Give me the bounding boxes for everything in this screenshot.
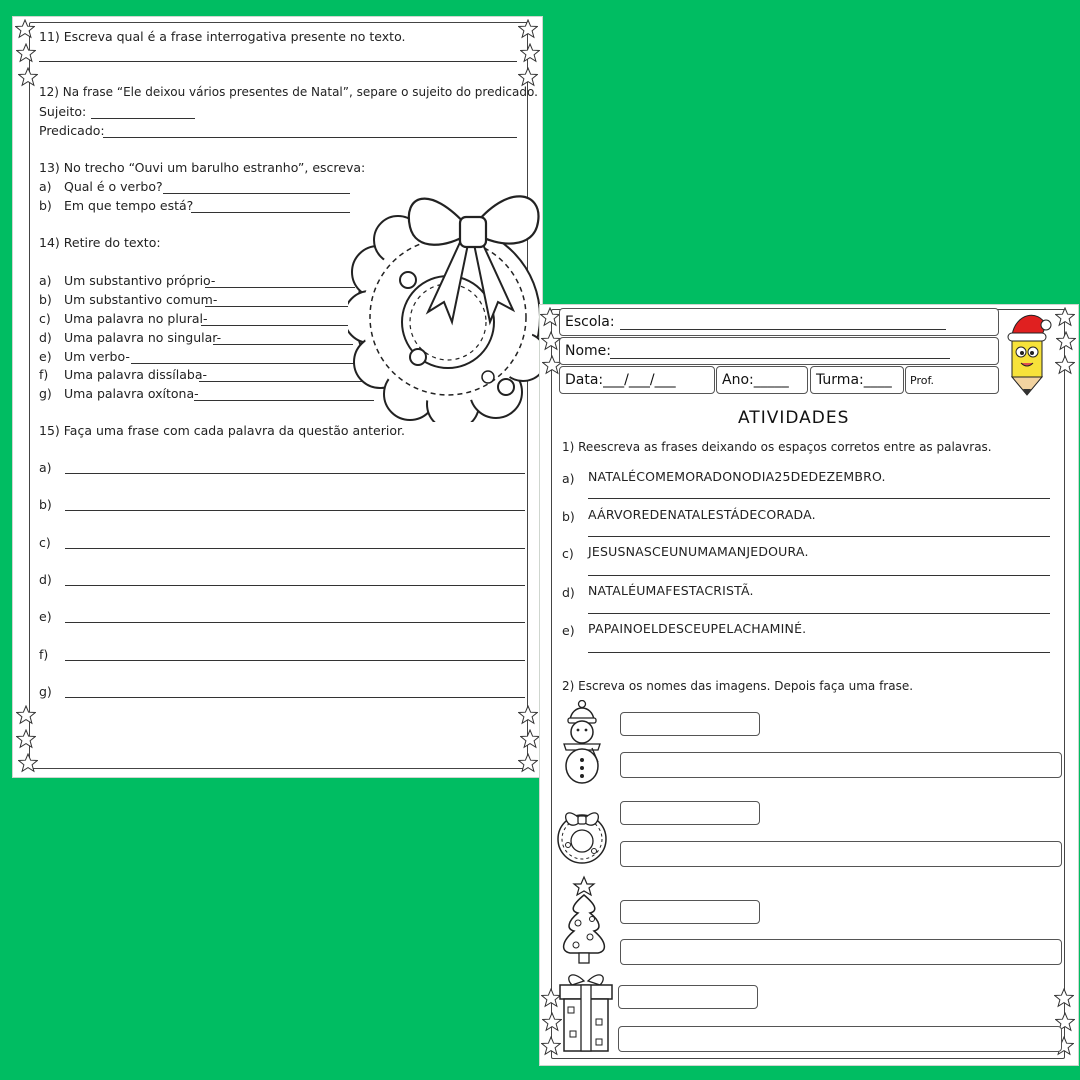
question-12: 12) Na frase “Ele deixou vários presentes de Natal”, separe o sujeito do predicado. — [39, 85, 538, 99]
image-name-box[interactable] — [620, 801, 760, 825]
worksheet-page-right — [540, 305, 1078, 1065]
letter-label: e) — [562, 623, 575, 638]
star-icon — [1055, 307, 1075, 327]
question-13: 13) No trecho “Ouvi um barulho estranho”, escreva: — [39, 160, 366, 175]
data-field[interactable] — [559, 366, 715, 394]
letter-label: b) — [39, 198, 52, 213]
image-name-box[interactable] — [618, 985, 758, 1009]
q14-item-g: Uma palavra oxítona- — [64, 386, 199, 401]
letter-label: c) — [39, 311, 51, 326]
snowman-icon — [558, 700, 606, 786]
answer-line[interactable] — [588, 498, 1050, 499]
q13-item-b: Em que tempo está? — [64, 198, 194, 213]
answer-line[interactable] — [131, 363, 356, 364]
question-1: 1) Reescreva as frases deixando os espaços corretos entre as palavras. — [562, 440, 992, 454]
predicado-label: Predicado: — [39, 123, 105, 138]
sujeito-line[interactable] — [91, 118, 195, 119]
letter-label: a) — [39, 179, 52, 194]
letter-label: f) — [39, 647, 49, 662]
star-icon — [520, 729, 540, 749]
letter-label: g) — [39, 684, 52, 699]
q14-item-c: Uma palavra no plural- — [64, 311, 208, 326]
escola-label: Escola: — [565, 314, 615, 330]
turma-label: Turma:____ — [816, 372, 892, 388]
star-icon — [18, 753, 38, 773]
answer-line[interactable] — [588, 613, 1050, 614]
santa-pencil-icon — [1002, 307, 1052, 397]
sentence-box[interactable] — [620, 752, 1062, 778]
star-icon — [540, 307, 560, 327]
star-icon — [18, 67, 38, 87]
star-icon — [1055, 355, 1075, 375]
star-icon — [518, 753, 538, 773]
letter-label: a) — [39, 460, 52, 475]
answer-line[interactable] — [65, 697, 525, 698]
q1-item-a: NATALÉCOMEMORADONODIA25DEDEZEMBRO. — [588, 469, 886, 484]
christmas-wreath-icon — [348, 172, 543, 422]
nome-label: Nome: — [565, 343, 612, 359]
letter-label: c) — [39, 535, 51, 550]
q14-item-f: Uma palavra dissílaba- — [64, 367, 207, 382]
answer-line[interactable] — [65, 510, 525, 511]
nome-field[interactable] — [559, 337, 999, 365]
letter-label: c) — [562, 546, 574, 561]
letter-label: b) — [39, 497, 52, 512]
gift-box-icon — [556, 969, 616, 1055]
star-icon — [520, 43, 540, 63]
christmas-tree-icon — [556, 875, 612, 971]
star-icon — [518, 705, 538, 725]
letter-label: b) — [562, 509, 575, 524]
answer-line[interactable] — [205, 287, 355, 288]
answer-line[interactable] — [65, 660, 525, 661]
letter-label: d) — [39, 572, 52, 587]
sujeito-label: Sujeito: — [39, 104, 87, 119]
q14-item-b: Um substantivo comum- — [64, 292, 218, 307]
escola-field[interactable] — [559, 308, 999, 336]
q14-item-a: Um substantivo próprio- — [64, 273, 216, 288]
page-title: ATIVIDADES — [738, 408, 850, 428]
data-label: Data:___/___/___ — [565, 372, 676, 388]
nome-line — [610, 358, 950, 359]
letter-label: e) — [39, 609, 52, 624]
question-11: 11) Escreva qual é a frase interrogativa presente no texto. — [39, 29, 406, 44]
escola-line — [620, 329, 946, 330]
answer-line[interactable] — [191, 212, 350, 213]
wreath-icon — [554, 805, 610, 867]
letter-label: e) — [39, 349, 52, 364]
letter-label: g) — [39, 386, 52, 401]
star-icon — [518, 19, 538, 39]
answer-line[interactable] — [163, 193, 350, 194]
letter-label: a) — [562, 471, 575, 486]
image-name-box[interactable] — [620, 900, 760, 924]
q1-item-b: AÁRVOREDENATALESTÁDECORADA. — [588, 507, 816, 522]
answer-line[interactable] — [588, 536, 1050, 537]
answer-line[interactable] — [65, 473, 525, 474]
question-15: 15) Faça uma frase com cada palavra da questão anterior. — [39, 423, 405, 438]
answer-line[interactable] — [201, 325, 351, 326]
sentence-box[interactable] — [618, 1026, 1062, 1052]
star-icon — [1054, 988, 1074, 1008]
star-icon — [1056, 331, 1076, 351]
answer-line[interactable] — [39, 61, 517, 62]
star-icon — [15, 19, 35, 39]
answer-line[interactable] — [205, 306, 350, 307]
letter-label: a) — [39, 273, 52, 288]
star-icon — [16, 43, 36, 63]
answer-line[interactable] — [588, 652, 1050, 653]
image-name-box[interactable] — [620, 712, 760, 736]
letter-label: d) — [562, 585, 575, 600]
letter-label: d) — [39, 330, 52, 345]
star-icon — [16, 729, 36, 749]
answer-line[interactable] — [213, 344, 353, 345]
q14-item-e: Um verbo- — [64, 349, 130, 364]
question-14: 14) Retire do texto: — [39, 235, 161, 250]
q1-item-c: JESUSNASCEUNUMAMANJEDOURA. — [588, 544, 809, 559]
q1-item-e: PAPAINOELDESCEUPELACHAMINÉ. — [588, 621, 807, 636]
ano-field[interactable] — [716, 366, 808, 394]
prof-field[interactable] — [905, 366, 999, 394]
answer-line[interactable] — [194, 400, 374, 401]
question-2: 2) Escreva os nomes das imagens. Depois faça uma frase. — [562, 679, 914, 693]
q13-item-a: Qual é o verbo? — [64, 179, 163, 194]
answer-line[interactable] — [65, 585, 525, 586]
letter-label: f) — [39, 367, 49, 382]
star-icon — [16, 705, 36, 725]
prof-label: Prof. — [910, 374, 935, 387]
worksheet-page-left — [13, 17, 542, 777]
q14-item-d: Uma palavra no singular- — [64, 330, 222, 345]
star-icon — [541, 331, 561, 351]
predicado-line[interactable] — [103, 137, 517, 138]
answer-line[interactable] — [65, 548, 525, 549]
star-icon — [518, 67, 538, 87]
turma-field[interactable] — [810, 366, 904, 394]
sentence-box[interactable] — [620, 939, 1062, 965]
ano-label: Ano:_____ — [722, 372, 789, 388]
letter-label: b) — [39, 292, 52, 307]
sentence-box[interactable] — [620, 841, 1062, 867]
answer-line[interactable] — [588, 575, 1050, 576]
answer-line[interactable] — [65, 622, 525, 623]
q1-item-d: NATALÉUMAFESTACRISTÃ. — [588, 583, 754, 598]
